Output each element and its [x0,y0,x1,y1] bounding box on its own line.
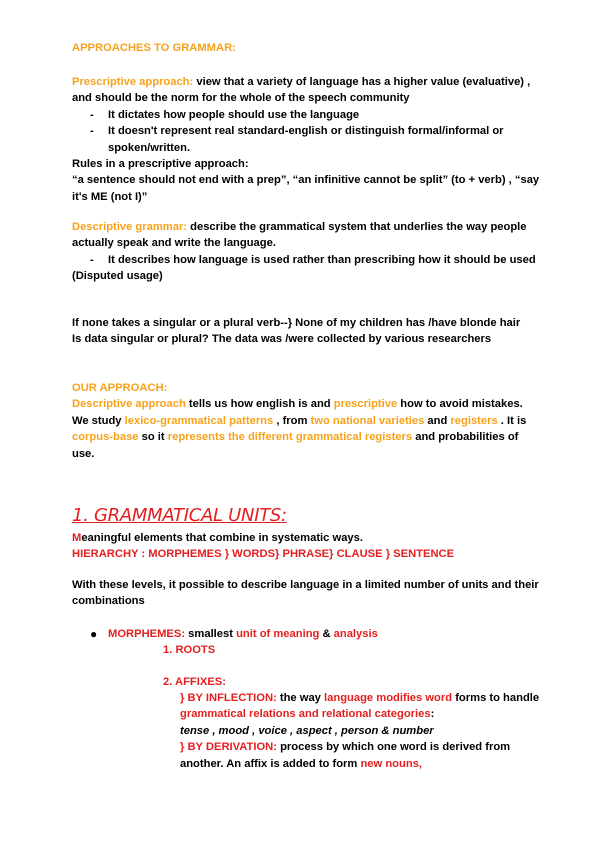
example-line-2: Is data singular or plural? The data was /were collected by various researchers [72,333,492,346]
text-span: eaningful elements that combine in systematic ways. [81,532,363,544]
term-descriptive-approach: Descriptive approach [72,398,186,411]
text-span: tells us how english is and [185,398,334,411]
bullet-dot-icon: ● [90,627,98,641]
derivation-paragraph [180,739,540,772]
hierarchy-line: HIERARCHY : MORPHEMES } WORDS} PHRASE} CLAUSE } SENTENCE [72,548,455,561]
term-lexico-grammatical: lexico-grammatical patterns [124,414,274,427]
text-span: & [319,628,334,640]
prescriptive-text: view that a variety of language has a higher value (evaluative) , and should be the norm for the whole of the speech community [72,76,531,105]
descriptive-text: describe the grammatical system that underlies the way people actually speak and write the language. [72,221,527,250]
morphemes-line [108,626,548,642]
inflection-paragraph [180,690,540,723]
our-approach-paragraph-1 [72,396,542,412]
text-span: the way [276,692,325,704]
text-span: smallest [185,628,237,640]
our-approach-section [72,380,542,462]
bullet-text: It dictates how people should use the language [108,108,360,121]
our-approach-paragraph-2 [72,413,542,462]
prescriptive-label: Prescriptive approach: [72,76,194,88]
disputed-usage: (Disputed usage) [72,270,163,283]
text-span: , from [273,414,311,427]
term-grammatical-registers: represents the different grammatical registers [167,431,413,444]
prescriptive-section [72,74,542,205]
affixes-details [180,690,540,772]
examples-section [72,315,542,348]
term-corpus-base: corpus-base [72,431,139,444]
term-new-nouns: new nouns, [360,757,422,770]
rules-text: “a sentence should not end with a prep”, “an infinitive cannot be split” (to + verb) , “say it's ME (not I)” [72,174,540,203]
units-section [72,530,542,563]
text-span: how to avoid mistakes. [397,398,523,411]
term-grammatical-relations: grammatical relations and relational categories [180,708,431,721]
text-span: and [424,414,451,427]
descriptive-bullet-1: - It describes how language is used rather than prescribing how it should be used [90,253,536,266]
morphemes-label: MORPHEMES: [108,628,186,640]
list-item-affixes: 2. AFFIXES: [163,676,226,688]
descriptive-label: Descriptive grammar: [72,221,188,233]
term-prescriptive: prescriptive [333,398,398,411]
text-span: forms to handle [452,692,540,704]
prescriptive-bullet-2: - It doesn't represent real standard-english or distinguish formal/informal or spoken/written. [90,125,504,154]
prescriptive-definition [72,74,542,107]
term-registers: registers [450,414,498,427]
term-analysis: analysis [333,628,378,640]
term-national-varieties: two national varieties [310,414,425,427]
text-span: so it [138,431,168,444]
section-heading-grammatical-units: 1. GRAMMATICAL UNITS: [72,505,287,526]
bullet-text: It describes how language is used rather than prescribing how it should be used [108,253,536,266]
inflection-label: } BY INFLECTION: [180,692,277,704]
example-line-1: If none takes a singular or a plural verb--} None of my children has /have blonde hair [72,317,521,329]
page-title: APPROACHES TO GRAMMAR: [72,42,236,54]
text-span: : [430,708,435,721]
prescriptive-bullet-1: - It dictates how people should use the language [90,108,360,121]
text-span: process by which one word is derived from another. An affix is added to form [180,741,511,770]
text-span: We study [72,414,125,427]
list-item-roots: 1. ROOTS [163,644,216,656]
descriptive-definition [72,219,542,252]
bullet-text: It doesn't represent real standard-english or distinguish formal/informal or spoken/written. [108,125,504,154]
text-span: . It is [497,414,527,427]
levels-paragraph: With these levels, it possible to describe language in a limited number of units and their combinations [72,579,539,608]
derivation-label: } BY DERIVATION: [180,741,277,754]
descriptive-section [72,219,542,285]
our-approach-heading: OUR APPROACH: [72,382,168,394]
term-language-modifies-word: language modifies word [324,692,453,704]
rules-heading: Rules in a prescriptive approach: [72,158,249,171]
term-unit-of-meaning: unit of meaning [236,628,320,640]
drop-letter: M [72,532,82,544]
categories-line: tense , mood , voice , aspect , person & number [180,724,434,737]
text-span: and probabilities of use. [72,431,519,460]
units-definition [72,530,542,546]
